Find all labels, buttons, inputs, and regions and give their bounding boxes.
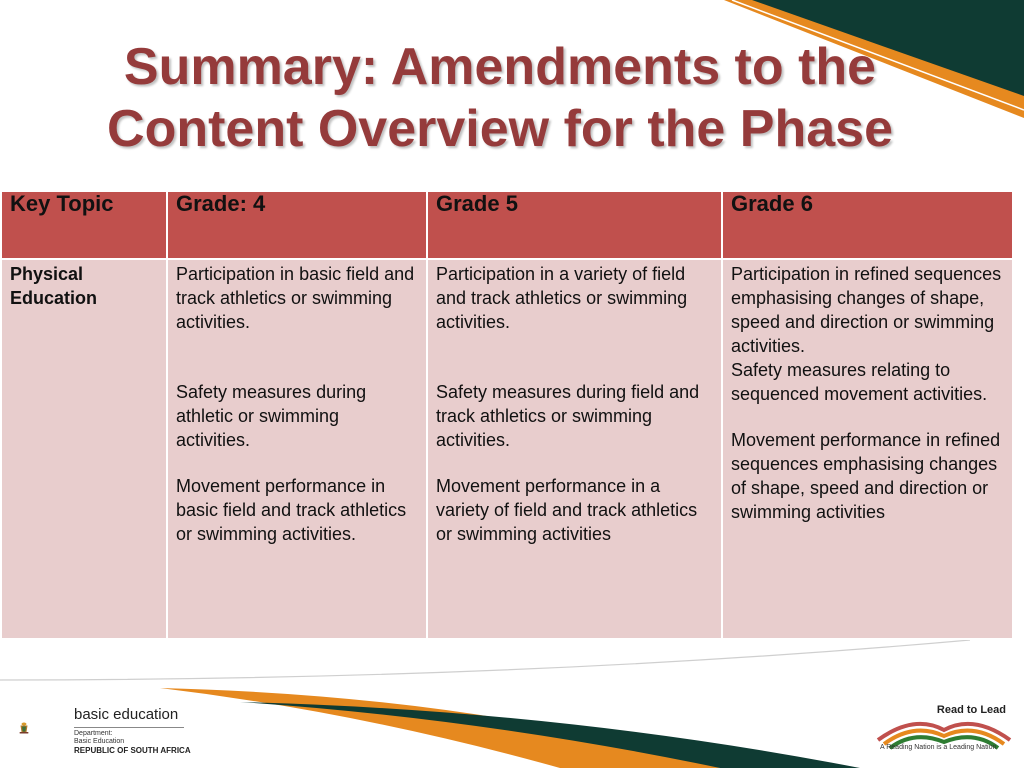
grade-6-movement: Movement performance in refined sequences emphasising changes of shape, speed and direction or swimming activities [731, 430, 1001, 522]
topic-label: Physical Education [10, 264, 98, 308]
dbe-dept-line-1: Department: [74, 730, 113, 737]
table-row [1, 259, 1013, 639]
title-line-2: Content Overview for the Phase [107, 100, 893, 158]
header-grade-4: Grade: 4 [167, 191, 427, 259]
grade-6-safety: Safety measures relating to sequenced movement activities. [731, 360, 988, 404]
grade-4-participation: Participation in basic field and track athletics or swimming activities. [176, 264, 415, 332]
dbe-divider [74, 727, 184, 728]
title-line-1: Summary: Amendments to the [123, 38, 877, 96]
dbe-dept-line-2: Basic Education [74, 738, 125, 745]
grade-4-cell [167, 259, 427, 639]
dbe-name: basic education [74, 706, 179, 723]
grade-5-participation: Participation in a variety of field and track athletics or swimming activities. [436, 264, 688, 332]
content-table [0, 190, 1014, 640]
grade-5-cell [427, 259, 722, 639]
dbe-logo-text [74, 706, 191, 755]
slide-title [0, 36, 1000, 160]
grade-5-movement: Movement performance in a variety of field and track athletics or swimming activities [436, 476, 698, 544]
header-grade-5: Grade 5 [427, 191, 722, 259]
grade-4-safety: Safety measures during athletic or swimming activities. [176, 382, 367, 450]
grade-5-safety: Safety measures during field and track athletics or swimming activities. [436, 382, 700, 450]
header-row [1, 191, 1013, 259]
dbe-country: REPUBLIC OF SOUTH AFRICA [74, 746, 191, 755]
header-grade-6: Grade 6 [722, 191, 1013, 259]
topic-cell [1, 259, 167, 639]
read-to-lead-tagline: A Reading Nation is a Leading Nation [880, 744, 997, 751]
coat-of-arms-icon [18, 700, 68, 756]
grade-6-cell [722, 259, 1013, 639]
grade-4-movement: Movement performance in basic field and track athletics or swimming activities. [176, 476, 407, 544]
read-to-lead-title: Read to Lead [936, 704, 1006, 716]
header-key-topic: Key Topic [1, 191, 167, 259]
grade-6-participation: Participation in refined sequences emphasising changes of shape, speed and direction or swimming activities. [731, 264, 1002, 356]
